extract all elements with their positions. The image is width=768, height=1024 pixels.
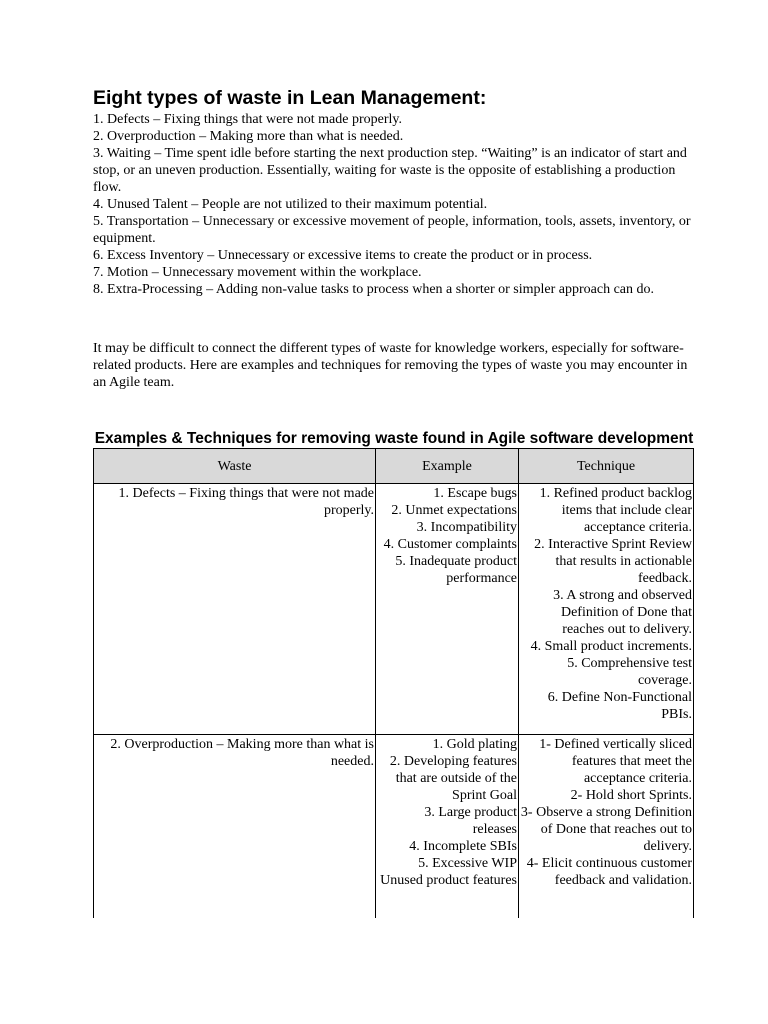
table-row <box>94 484 694 735</box>
technique-item: 3. A strong and observed Definition of Done that reaches out to delivery. <box>553 588 692 637</box>
technique-item: 4. Small product increments. <box>530 639 692 654</box>
waste-text: 1. Defects – Fixing things that were not made properly. <box>118 486 374 518</box>
example-item: 1. Gold plating <box>432 737 517 752</box>
technique-item: 2- Hold short Sprints. <box>570 788 692 803</box>
waste-cell <box>94 484 376 735</box>
header-technique: Technique <box>519 449 694 484</box>
table-header-row <box>94 449 694 484</box>
header-waste: Waste <box>94 449 376 484</box>
example-item: 5. Excessive WIP Unused product features <box>380 856 517 888</box>
example-item: 2. Unmet expectations <box>391 503 517 518</box>
technique-item: 6. Define Non-Functional PBIs. <box>547 690 692 722</box>
table-title: Examples & Techniques for removing waste found in Agile software development <box>94 430 694 447</box>
technique-item: 4- Elicit continuous customer feedback and validation. <box>526 856 692 888</box>
waste-text: 2. Overproduction – Making more than what is needed. <box>110 737 374 769</box>
header-example: Example <box>376 449 519 484</box>
waste-type-item: 8. Extra-Processing – Adding non-value tasks to process when a shorter or simpler approach can do. <box>93 282 655 297</box>
waste-cell <box>94 735 376 919</box>
example-cell <box>376 735 519 919</box>
example-cell <box>376 484 519 735</box>
example-item: 3. Incompatibility <box>416 520 517 535</box>
waste-type-item: 4. Unused Talent – People are not utilized to their maximum potential. <box>93 197 488 212</box>
example-item: 4. Customer complaints <box>383 537 517 552</box>
technique-item: 5. Comprehensive test coverage. <box>567 656 692 688</box>
example-item: 5. Inadequate product performance <box>395 554 517 586</box>
waste-types-list <box>93 111 695 298</box>
waste-table <box>93 448 694 918</box>
waste-type-item: 6. Excess Inventory – Unnecessary or excessive items to create the product or in process. <box>93 248 593 263</box>
document-title: Eight types of waste in Lean Management: <box>93 87 487 109</box>
technique-item: 3- Observe a strong Definition of Done that reaches out to delivery. <box>520 805 692 854</box>
example-item: 2. Developing features that are outside of the Sprint Goal <box>389 754 517 803</box>
waste-type-item: 1. Defects – Fixing things that were not made properly. <box>93 112 402 127</box>
technique-cell <box>519 484 694 735</box>
waste-type-item: 2. Overproduction – Making more than what is needed. <box>93 129 404 144</box>
waste-type-item: 5. Transportation – Unnecessary or excessive movement of people, information, tools, assets, inventory, or equipment. <box>93 214 691 246</box>
technique-cell <box>519 735 694 919</box>
technique-item: 1. Refined product backlog items that include clear acceptance criteria. <box>539 486 692 535</box>
waste-type-item: 7. Motion – Unnecessary movement within the workplace. <box>93 265 422 280</box>
example-item: 1. Escape bugs <box>433 486 517 501</box>
intro-paragraph: It may be difficult to connect the different types of waste for knowledge workers, especially for software-related products. Here are examples and techniques for removing the types of waste you may encounter in an Agile team. <box>93 341 688 390</box>
technique-item: 2. Interactive Sprint Review that results in actionable feedback. <box>534 537 692 586</box>
technique-item: 1- Defined vertically sliced features that meet the acceptance criteria. <box>539 737 692 786</box>
document-page <box>93 86 695 918</box>
waste-type-item: 3. Waiting – Time spent idle before starting the next production step. “Waiting” is an indicator of start and stop, or an uneven production. Essentially, waiting for waste is the opposite of establishing a production flow. <box>93 146 687 195</box>
example-item: 4. Incomplete SBIs <box>409 839 517 854</box>
example-item: 3. Large product releases <box>424 805 517 837</box>
table-row <box>94 735 694 919</box>
